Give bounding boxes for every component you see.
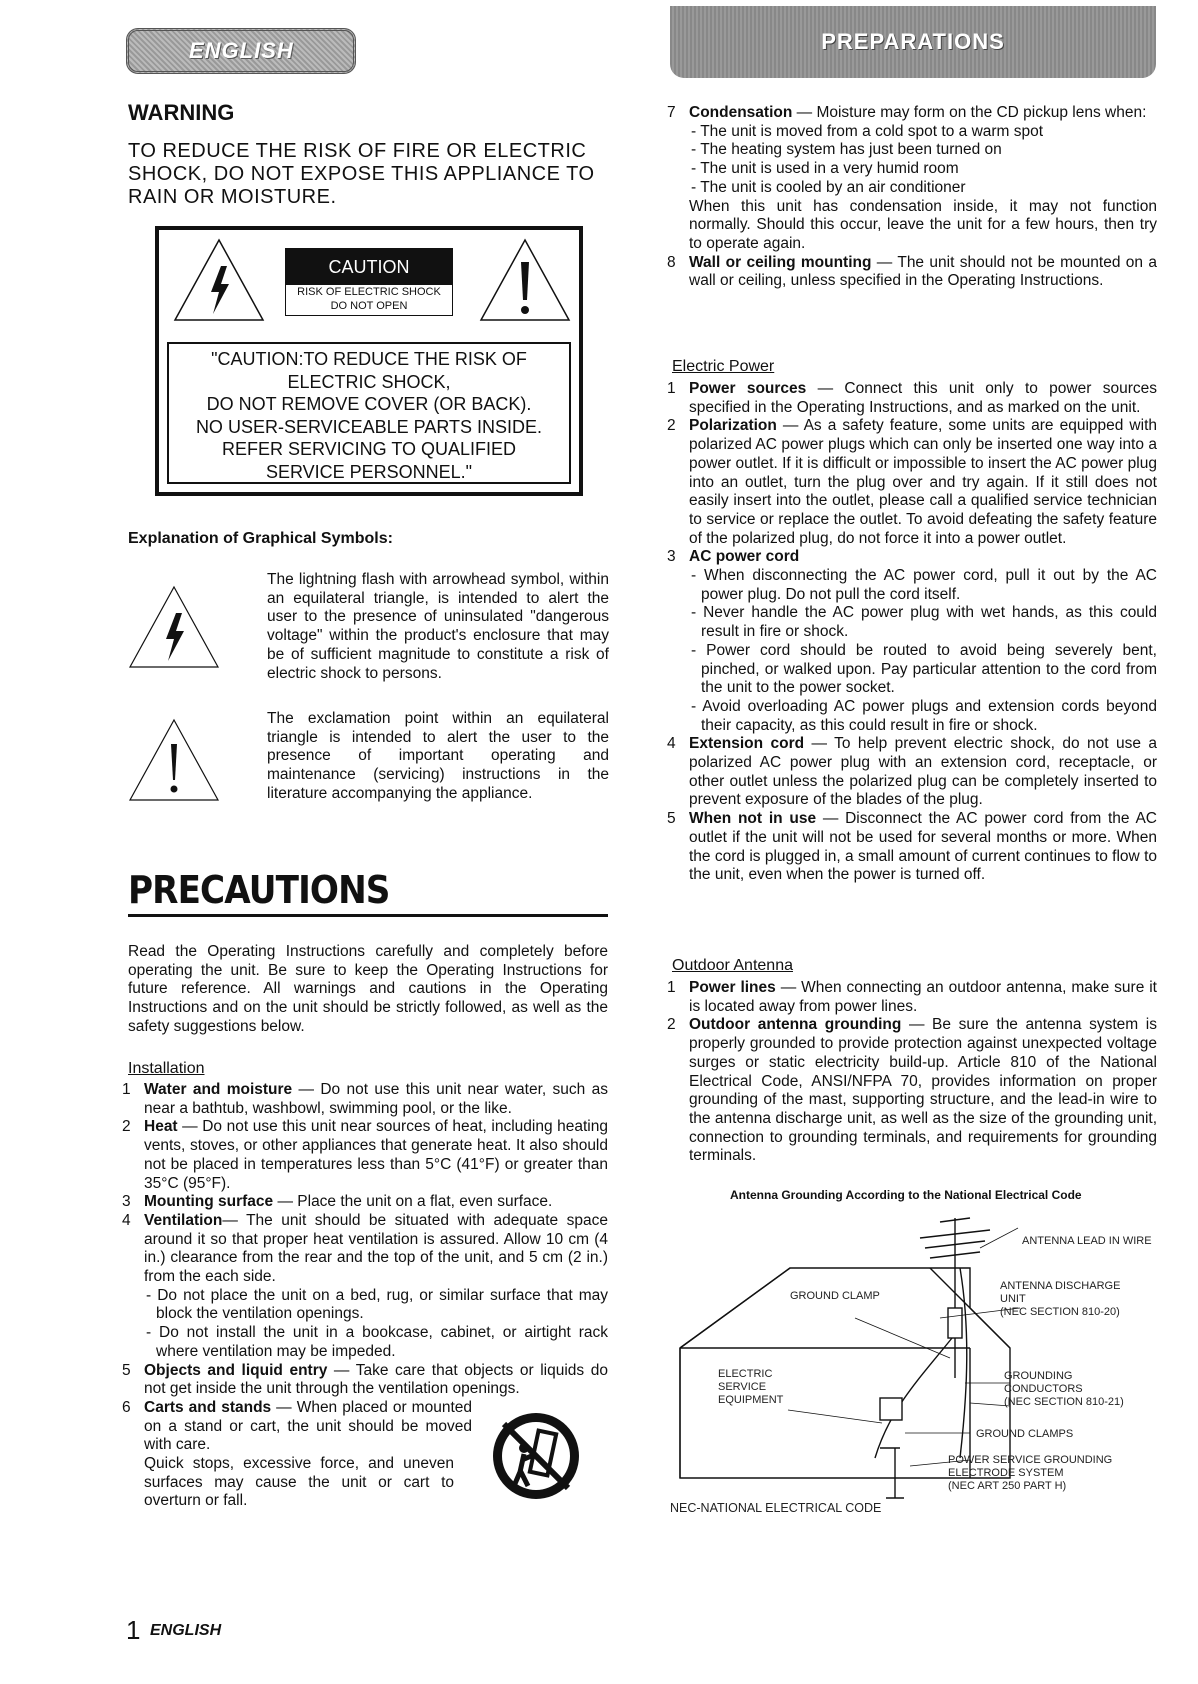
list-item <box>667 380 1157 417</box>
ventilation-notes <box>144 1287 608 1362</box>
page-number: 1 <box>126 1615 141 1645</box>
item-number: 1 <box>667 979 676 996</box>
caution-line: NO USER-SERVICEABLE PARTS INSIDE. <box>195 416 543 437</box>
item-term: Extension cord <box>689 735 805 753</box>
label-line: ELECTRODE SYSTEM <box>948 1467 1064 1479</box>
list-item <box>122 1118 608 1193</box>
list-item <box>122 1081 608 1118</box>
label-line: (NEC SECTION 810-21) <box>1004 1396 1124 1408</box>
condensation-notes <box>689 123 1157 254</box>
language-tab <box>126 28 356 74</box>
dash-item: - Avoid overloading AC power plugs and extension cords beyond their capacity, as this could result in fire or shock. <box>691 697 1157 734</box>
dash-item: - The heating system has just been turned on <box>691 141 1002 159</box>
label-line: (NEC SECTION 810-20) <box>1000 1306 1120 1318</box>
item-text: — To help prevent electric shock, do not use a polarized AC power plug with an extension cord, receptacle, or other outlet unless the polarized plug can be completely inserted to prevent exposure of the blades of the plug. <box>689 735 1158 809</box>
item-term: AC power cord <box>689 548 800 566</box>
item-number: 6 <box>122 1398 131 1416</box>
item-number: 8 <box>667 253 676 271</box>
item-term: Condensation <box>689 104 793 121</box>
section-header-label: PREPARATIONS <box>821 29 1005 54</box>
exclamation-description: The exclamation point within an equilateral triangle is intended to alert the user to the presence of important operating and maintenance (servicing) instructions in the literature accompanying the appliance. <box>267 710 609 802</box>
precautions-rule <box>128 914 608 917</box>
item-term: Power sources <box>689 380 807 397</box>
item-text: — Do not use this unit near water, such as near a bathtub, washbowl, swimming pool, or the like. <box>144 1081 609 1117</box>
item-text: — The unit should be situated with adequate space around it so that proper heat ventilation is assured. Allow 10 cm (4 in.) clearance from the rear and the top of the unit, and 5 cm (2 in.) from the each side. <box>144 1211 608 1286</box>
caution-plate-line: DO NOT OPEN <box>330 300 408 312</box>
caution-line: DO NOT REMOVE COVER (OR BACK). <box>206 394 532 414</box>
item-term: Heat <box>144 1118 178 1136</box>
item-text: — Do not use this unit near sources of heat, including heating vents, stoves, or other appliances that generate heat. It also should not be placed in temperatures less than 5°C (41°F) or greater than 35°C (95°F). <box>144 1118 608 1192</box>
language-tab-label: ENGLISH <box>189 38 294 63</box>
item-number: 3 <box>122 1193 131 1211</box>
item-number: 2 <box>122 1118 131 1136</box>
caution-plate-line: RISK OF ELECTRIC SHOCK <box>297 286 441 298</box>
lightning-description: The lightning flash with arrowhead symbol, within an equilateral triangle, is intended to alert the user to the presence of uninsulated "dangerous voltage" within the product's enclosure that may be of sufficient magnitude to constitute a risk of electric shock to persons. <box>267 571 609 682</box>
caution-line: REFER SERVICING TO QUALIFIED <box>221 439 517 459</box>
caution-plate <box>285 248 453 316</box>
dash-item: - When disconnecting the AC power cord, pull it out by the AC power plug. Do not pull the cord itself. <box>691 567 1157 603</box>
dash-item: - Never handle the AC power plug with wet hands, as this could result in fire or shock. <box>691 604 1157 641</box>
precautions-title: PRECAUTIONS <box>128 868 390 912</box>
item-number: 7 <box>667 104 676 121</box>
item-text: — The unit should not be mounted on a wall or ceiling, unless specified in the Operating Instructions. <box>689 253 1157 290</box>
diagram-footnote: NEC-NATIONAL ELECTRICAL CODE <box>670 1501 882 1515</box>
label-line: UNIT <box>1000 1293 1026 1305</box>
item-term: Carts and stands <box>144 1398 272 1416</box>
item-text: — Moisture may form on the CD pickup lens when: <box>792 104 1147 121</box>
caution-line: "CAUTION:TO REDUCE THE RISK OF <box>211 349 527 369</box>
exclamation-triangle-icon <box>477 236 573 324</box>
lightning-triangle-icon <box>171 236 267 324</box>
dash-item: - Do not install the unit in a bookcase, cabinet, or airtight rack where ventilation may be impeded. <box>146 1324 608 1360</box>
list-item <box>667 979 1157 1016</box>
section-header <box>670 6 1156 78</box>
symbols-title: Explanation of Graphical Symbols: <box>128 530 393 547</box>
label-line: POWER SERVICE GROUNDING <box>948 1454 1113 1466</box>
item-number: 5 <box>667 810 676 828</box>
lightning-symbol-icon <box>128 585 220 669</box>
label-line: ANTENNA DISCHARGE <box>1000 1280 1121 1292</box>
right-list-top <box>667 104 1157 291</box>
list-item <box>667 548 1157 567</box>
dash-item: - The unit is used in a very humid room <box>691 160 959 178</box>
list-item <box>122 1362 608 1399</box>
label-ground-clamp: GROUND CLAMP <box>790 1290 880 1302</box>
dash-item: - The unit is moved from a cold spot to a warm spot <box>691 122 1044 140</box>
list-item <box>667 417 1157 548</box>
item-term: When not in use <box>689 810 817 828</box>
item-text: — Take care that objects or liquids do not get inside the unit through the ventilation openings. <box>144 1361 608 1398</box>
item-number: 2 <box>667 417 676 435</box>
item-term: Outdoor antenna grounding <box>689 1016 902 1034</box>
precautions-intro: Read the Operating Instructions carefully and completely before operating the unit. Be sure to keep the Operating Instructions for future reference. All warnings and cautions in the Operating Instructions and on the unit should be strictly followed, as well as the safety suggestions below. <box>128 943 608 1035</box>
caution-line: SERVICE PERSONNEL." <box>265 461 473 482</box>
item-term: Water and moisture <box>144 1081 293 1098</box>
item-term: Ventilation <box>144 1211 223 1229</box>
footer-language: ENGLISH <box>150 1622 222 1639</box>
power-cord-notes <box>689 567 1157 735</box>
caution-heading: CAUTION <box>286 249 452 285</box>
list-item <box>667 735 1157 810</box>
item-number: 4 <box>122 1211 131 1229</box>
item-text: — Place the unit on a flat, even surface. <box>273 1193 553 1211</box>
item-term: Mounting surface <box>144 1193 274 1211</box>
label-discharge <box>1000 1280 1120 1319</box>
item-text: — Disconnect the AC power cord from the AC outlet if the unit will not be used for several months or more. When the cord is plugged in, a small amount of current continues to flow to the unit, even when the power is turned off. <box>689 810 1157 884</box>
item-number: 5 <box>122 1361 131 1379</box>
label-line: GROUNDING <box>1004 1370 1073 1382</box>
item-number: 1 <box>122 1081 131 1098</box>
list-item <box>122 1193 608 1212</box>
item-number: 3 <box>667 548 676 566</box>
list-item <box>667 254 1157 291</box>
item-term: Wall or ceiling mounting <box>689 253 872 271</box>
exclamation-symbol-icon <box>128 718 220 802</box>
warning-title: WARNING <box>128 100 235 125</box>
list-item <box>122 1399 472 1455</box>
label-conductors <box>1004 1370 1124 1409</box>
caution-statement <box>167 342 571 484</box>
dash-item: - Do not place the unit on a bed, rug, or similar surface that may block the ventilation openings. <box>146 1286 608 1323</box>
label-line: CONDUCTORS <box>1004 1383 1083 1395</box>
item-text: — As a safety feature, some units are equipped with polarized AC power plugs which can only be inserted one way into a power outlet. If it is difficult or impossible to insert the AC power plug into an outlet, turn the plug over and try again. If it still does not easily insert into the outlet, please call a qualified service technician to service or replace the outlet. To avoid defeating the safety feature of the polarized plug, do not force it into a power outlet. <box>689 417 1157 547</box>
label-lead-in: ANTENNA LEAD IN WIRE <box>1022 1235 1152 1247</box>
item-text: — Connect this unit only to power sources specified in the Operating Instructions, and as marked on the unit. <box>689 380 1157 416</box>
label-line: ELECTRIC <box>718 1368 773 1380</box>
item-term: Power lines <box>689 979 776 996</box>
installation-title: Installation <box>128 1060 205 1077</box>
label-line: EQUIPMENT <box>718 1394 784 1406</box>
diagram-caption: Antenna Grounding According to the National Electrical Code <box>730 1188 1082 1202</box>
condensation-note: When this unit has condensation inside, it may not function normally. Should this occur, leave the unit for a few hours, then try to operate again. <box>689 197 1157 252</box>
label-electrode <box>948 1454 1112 1493</box>
item-number: 1 <box>667 380 676 397</box>
dash-item: - The unit is cooled by an air conditioner <box>691 178 966 196</box>
item-text: — Be sure the antenna system is properly grounded to provide protection against unexpected voltage surges or static electricity build-up. Article 810 of the National Electrical Code, ANSI/NFPA 70, provides information on proper grounding of the mast, supporting structure, and the lead-in wire to the antenna discharge unit, as well as the size of the grounding unit, connection to grounding terminals, and requirements for grounding terminals. <box>689 1016 1157 1165</box>
label-line: (NEC ART 250 PART H) <box>948 1480 1067 1492</box>
caution-line: ELECTRIC SHOCK, <box>287 371 451 392</box>
outdoor-antenna-list <box>667 979 1157 1166</box>
item-term: Polarization <box>689 417 777 435</box>
outdoor-antenna-title: Outdoor Antenna <box>672 957 793 974</box>
electric-power-list <box>667 380 1157 885</box>
dash-item: - Power cord should be routed to avoid being severely bent, pinched, or walked upon. Pay particular attention to the cord from the unit to the power socket. <box>691 641 1157 697</box>
list-item <box>667 1016 1157 1166</box>
item-term: Objects and liquid entry <box>144 1361 328 1379</box>
label-ground-clamps: GROUND CLAMPS <box>976 1428 1074 1440</box>
item-number: 2 <box>667 1016 676 1034</box>
list-item <box>122 1212 608 1287</box>
list-item <box>667 104 1157 123</box>
cart-note: Quick stops, excessive force, and uneven surfaces may cause the unit or cart to overturn or fall. <box>144 1455 454 1510</box>
item-text: — When connecting an outdoor antenna, make sure it is located away from power lines. <box>689 979 1157 1015</box>
item-number: 4 <box>667 735 676 753</box>
list-item <box>667 810 1157 885</box>
electric-power-title: Electric Power <box>672 358 775 375</box>
item-text: — When placed or mounted on a stand or cart, the unit should be moved with care. <box>144 1398 472 1454</box>
cart-warning-icon <box>490 1410 582 1502</box>
label-equipment <box>718 1368 783 1407</box>
label-line: SERVICE <box>718 1381 767 1393</box>
warning-text: TO REDUCE THE RISK OF FIRE OR ELECTRIC SHOCK, DO NOT EXPOSE THIS APPLIANCE TO RAIN OR MOISTURE. <box>128 140 595 208</box>
